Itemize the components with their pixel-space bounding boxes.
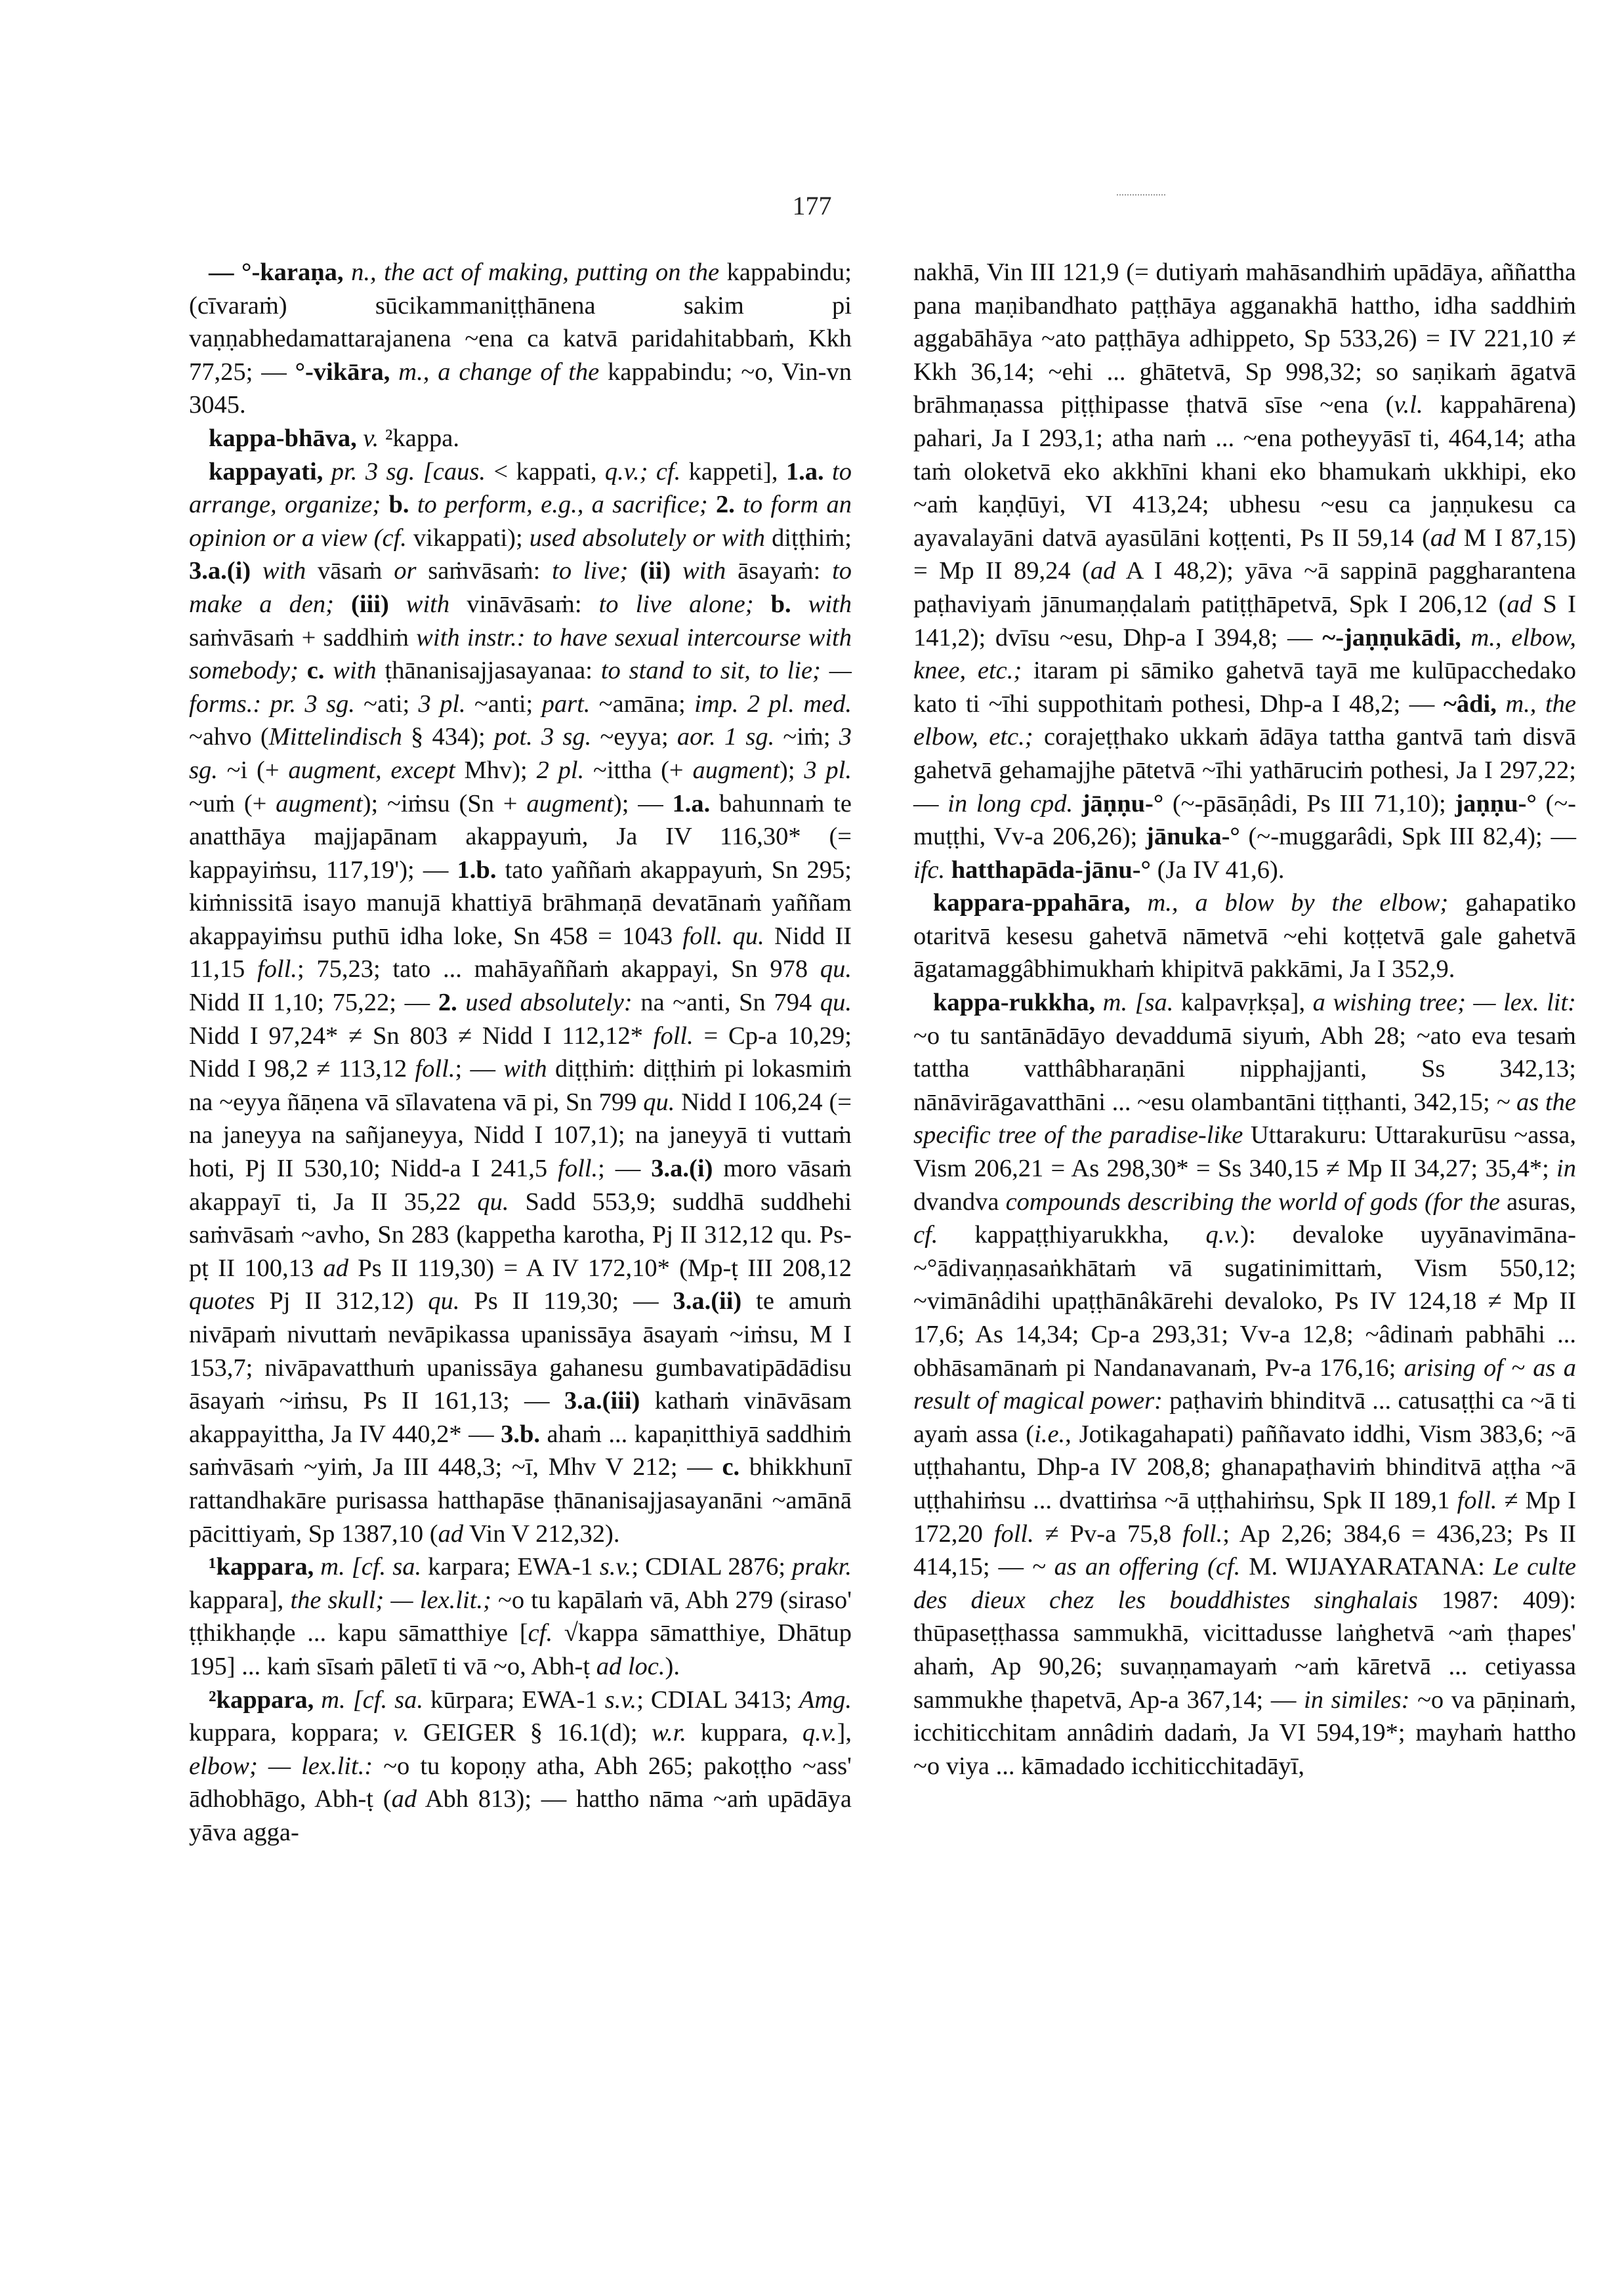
dictionary-entry-kappara2 xyxy=(189,1684,852,1850)
entry-text: ~ittha (+ xyxy=(593,756,693,784)
entry-text: to live; xyxy=(552,557,640,585)
entry-text: augment xyxy=(692,756,780,784)
entry-headword: c. xyxy=(306,657,325,685)
entry-text: with xyxy=(324,657,385,685)
entry-text: n., xyxy=(343,258,385,286)
entry-text: elbow; — lex.lit.: xyxy=(189,1752,384,1780)
entry-text: ~uṁ (+ xyxy=(189,789,276,817)
entry-text: s.v. xyxy=(604,1685,637,1714)
entry-text: (~-muṭṭhi, Vv-a 206,26); xyxy=(913,789,1576,851)
entry-headword: c. xyxy=(722,1453,740,1481)
entry-text: foll. xyxy=(653,1022,694,1050)
entry-text: qu. xyxy=(477,1188,509,1216)
entry-text: 3 sg. xyxy=(189,723,852,784)
entry-text: ifc. xyxy=(913,856,951,884)
entry-text: in similes: xyxy=(1304,1685,1418,1714)
entry-text: Nidd I 106,24 (= na janeyya na sañjaneyya, Nidd I 107,1); na janeyyā ti vuttaṁ hoti, Pj II 530,10; Nidd-a I 241,5 xyxy=(189,1088,852,1183)
entry-text: q.v. xyxy=(802,1719,837,1747)
entry-text: or xyxy=(394,557,428,585)
entry-text: ~ as an offering (cf. xyxy=(1031,1553,1249,1581)
entry-text: m., a change of the xyxy=(390,358,600,386)
entry-text: in xyxy=(1556,1155,1576,1183)
entry-text: q.v. xyxy=(1205,1221,1241,1249)
entry-headword: kappa-bhāva, xyxy=(209,424,357,452)
entry-text: ; Ap 2,26; 384,6 = 436,23; Ps II 414,15; — xyxy=(913,1520,1576,1581)
entry-text: kuppara, xyxy=(686,1719,802,1747)
entry-text: gahapatiko otaritvā kesesu gahetvā nāmetvā ~ehi koṭṭetvā gale gahetvā āgatamaggâbhimukhaṁ khipitvā pakkāmi, Ja I 352,9. xyxy=(913,889,1576,983)
entry-text: foll. xyxy=(1457,1486,1497,1514)
entry-text: Nidd I 97,24* ≠ Sn 803 ≠ Nidd I 112,12* xyxy=(189,1022,654,1050)
entry-text: bahunnaṁ te anatthāya majjapānam akappayuṁ, Ja IV 116,30* (= kappayiṁsu, 117,19'); — xyxy=(189,789,852,884)
entry-headword: 3.a.(ii) xyxy=(673,1287,742,1315)
entry-text: qu. xyxy=(643,1088,675,1116)
entry-headword: jāṇṇu-° xyxy=(1081,789,1164,817)
entry-text: ad xyxy=(391,1785,417,1813)
entry-headword: ²kappara, xyxy=(209,1685,314,1714)
entry-text: qu. xyxy=(820,955,852,983)
entry-text: ṭhānanisajjasayanaa: xyxy=(385,657,601,685)
entry-text: kappeti], xyxy=(680,457,786,486)
entry-text: to arrange, organize; xyxy=(189,457,852,519)
dictionary-entry-kappara1 xyxy=(189,1550,852,1683)
entry-text: (Ja IV 41,6). xyxy=(1150,856,1285,884)
entry-text: ~anti; xyxy=(474,690,542,718)
entry-text: ); xyxy=(780,756,804,784)
entry-text: prakr. xyxy=(792,1553,852,1581)
entry-text: ad xyxy=(1507,590,1532,618)
dictionary-entry-karana xyxy=(189,256,852,422)
entry-text: Abh 813); — hattho nāma ~aṁ upādāya yāva agga- xyxy=(189,1785,852,1846)
entry-text: (~-pāsāṇâdi, Ps III 71,10); xyxy=(1163,789,1455,817)
entry-headword: 3.a.(i) xyxy=(651,1155,713,1183)
entry-headword: hatthapāda-jānu-° xyxy=(951,856,1151,884)
entry-text: quotes xyxy=(189,1287,255,1315)
entry-text: v. xyxy=(393,1719,409,1747)
entry-text: with xyxy=(503,1055,556,1083)
entry-text: with xyxy=(388,590,467,618)
entry-text: saṁvāsaṁ: xyxy=(428,557,552,585)
entry-text: S I 141,2); dvīsu ~esu, Dhp-a I 394,8; — xyxy=(913,590,1576,651)
entry-text: ; 75,23; tato ... mahāyaññaṁ akappayi, Sn 978 xyxy=(297,955,820,983)
dictionary-entry-kappa-rukkha xyxy=(913,986,1576,1783)
entry-text: to live alone; xyxy=(598,590,771,618)
entry-text: i.e. xyxy=(1034,1420,1066,1448)
entry-text: diṭṭhiṁ; xyxy=(772,524,852,552)
entry-text: asuras, xyxy=(1507,1188,1576,1216)
entry-text: kathaṁ vināvāsam akappayittha, Ja IV 440,2* — xyxy=(189,1387,852,1448)
entry-text: ad xyxy=(1090,557,1116,585)
entry-text: Nidd II 11,15 xyxy=(189,922,852,983)
entry-text: na ~anti, Sn 794 xyxy=(640,989,820,1017)
entry-text: kuppara, koppara; xyxy=(189,1719,394,1747)
entry-text: to form an opinion or a view (cf. xyxy=(189,491,852,552)
entry-text: used absolutely: xyxy=(457,989,641,1017)
entry-text: § 434); xyxy=(402,723,494,751)
entry-text: foll. qu. xyxy=(682,922,764,950)
page-number: 177 xyxy=(792,191,832,220)
entry-text: ad xyxy=(438,1520,464,1548)
dictionary-entry-kappara2-cont xyxy=(913,256,1576,886)
entry-text: the skull; — lex.lit.; xyxy=(290,1586,499,1614)
entry-text: kalpavṛkṣa], xyxy=(1180,989,1313,1017)
entry-text: augment xyxy=(276,789,363,817)
entry-headword: — °-karaṇa, xyxy=(209,258,344,286)
entry-text: used absolutely or with xyxy=(529,524,772,552)
entry-text: ~i (+ xyxy=(226,756,289,784)
entry-text: M. WIJAYARATANA: xyxy=(1249,1553,1493,1581)
entry-text: ~o tu santānādāyo devaddumā siyuṁ, Abh 28; ~ato eva tesaṁ tattha vatthâbharaṇāni nipphajjanti, Ss 342,13; nānāvirāgavatthāni ... ~esu olambantāni tiṭṭhanti, 342,15; xyxy=(913,1022,1576,1116)
entry-headword: ¹kappara, xyxy=(209,1553,314,1581)
entry-text: to make a den; xyxy=(189,557,852,618)
entry-text: ad xyxy=(1430,524,1456,552)
entry-text: vāsaṁ xyxy=(318,557,394,585)
entry-text: foll. xyxy=(257,955,297,983)
entry-text: m., a blow by the elbow; xyxy=(1130,889,1466,917)
entry-text: with xyxy=(791,590,852,618)
entry-text: paṭhaviṁ bhinditvā ... catusaṭṭhi ca ~ā ti ayaṁ assa ( xyxy=(913,1387,1576,1448)
entry-headword: ~âdi, xyxy=(1443,690,1497,718)
entry-text: Mittelindisch xyxy=(268,723,402,751)
entry-text: ; — xyxy=(455,1055,504,1083)
entry-text: ≠ Mp I 172,20 xyxy=(913,1486,1576,1548)
entry-text: compounds describing the world of gods (for the xyxy=(1005,1188,1507,1216)
entry-text: w.r. xyxy=(652,1719,686,1747)
entry-text: tato yaññaṁ akappayuṁ, Sn 295; kiṁnissitā isayo manujā khattiyā brāhmaṇā devatānaṁ yaññam akappayiṁsu puthū idha loke, Sn 458 = 1043 xyxy=(189,856,852,950)
entry-text: corajeṭṭhako ukkaṁ ādāya tattha gantvā taṁ disvā gahetvā gehamajjhe pātetvā ~īhi yathāruciṁ pothesi, Ja I 297,22; — xyxy=(913,723,1576,817)
entry-text: kappabindu; ~o, Vin-vn 3045. xyxy=(189,358,852,419)
entry-text: foll. xyxy=(415,1055,455,1083)
entry-text: ≠ Pv-a 75,8 xyxy=(1033,1520,1183,1548)
entry-text: q.v.; cf. xyxy=(604,457,681,486)
entry-text: ; CDIAL 2876; xyxy=(631,1553,793,1581)
entry-text: 2 pl. xyxy=(536,756,594,784)
entry-text: augment, except xyxy=(288,756,455,784)
entry-headword: (iii) xyxy=(351,590,389,618)
entry-text: ~o tu kopoṇy atha, Abh 265; pakoṭṭho ~ass' ādhobhāgo, Abh-ṭ ( xyxy=(189,1752,852,1813)
entry-text: Amg. xyxy=(799,1685,852,1714)
entry-headword: 1.a. xyxy=(785,457,824,486)
entry-headword: ~-jaṇṇukādi, xyxy=(1322,623,1461,651)
entry-headword: 1.b. xyxy=(457,856,497,884)
left-column xyxy=(189,256,852,1850)
entry-headword: 2. xyxy=(715,491,735,519)
entry-text: ], xyxy=(837,1719,852,1747)
entry-text: vikappati); xyxy=(413,524,530,552)
entry-headword: kappayati, xyxy=(209,457,323,486)
entry-text: 3 pl. xyxy=(804,756,852,784)
entry-text: ~amāna; xyxy=(598,690,695,718)
entry-headword: b. xyxy=(388,491,409,519)
entry-headword: 2. xyxy=(438,989,457,1017)
entry-text: pr. 3 sg. [caus. xyxy=(323,457,494,486)
entry-text: dvandva xyxy=(913,1188,1006,1216)
entry-text: bhikkhunī rattandhakāre purisassa hatthapāse ṭhānanisajjasayanāni ~amānā pācittiyaṁ, Sp 1387,10 ( xyxy=(189,1453,852,1548)
entry-text: s.v. xyxy=(599,1553,632,1581)
dictionary-entry-kappayati xyxy=(189,455,852,1551)
entry-text: part. xyxy=(541,690,599,718)
entry-text: a wishing tree; — lex. lit: xyxy=(1312,989,1576,1017)
entry-text: ; — xyxy=(598,1155,652,1183)
entry-text: arising of ~ as a result of magical power: xyxy=(913,1354,1576,1415)
entry-text: cf. xyxy=(528,1619,553,1647)
entry-text: m., the elbow, etc.; xyxy=(913,690,1576,751)
entry-text: ~ as the specific tree of the paradise-like xyxy=(913,1088,1576,1149)
entry-text: pot. 3 sg. xyxy=(493,723,600,751)
entry-text: with instr.: to have sexual intercourse with somebody; xyxy=(189,623,852,685)
entry-text: , Jotikagahapati) paññavato iddhi, Vism 383,6; ~ā uṭṭhahantu, Dhp-a IV 208,8; ghanapaṭhaviṁ bhinditvā aṭṭha ~ā uṭṭhahiṁsu ... dvattiṁsa ~ā uṭṭhahiṁsu, Spk II 189,1 xyxy=(913,1420,1576,1514)
entry-text: moro vāsaṁ akappayī ti, Ja II 35,22 xyxy=(189,1155,852,1216)
entry-text: kappahārena) pahari, Ja I 293,1; atha naṁ ... ~ena potheyyāsī ti, 464,14; atha taṁ oloketvā eko akkhīni khani eko bhamukaṁ ukkhipi, eko ~aṁ kaṇḍūyi, VI 413,24; ubhesu ~esu ca jaṇṇukesu ca ayavalayāni datvā ayasūlāni koṭṭenti, Ps II 59,14 ( xyxy=(913,391,1576,552)
entry-headword: kappa-rukkha, xyxy=(933,989,1096,1017)
dictionary-entry-kappa-bhava xyxy=(189,422,852,455)
entry-text: m. [cf. sa. xyxy=(314,1553,428,1581)
entry-text: A I 48,2); yāva ~ā sappinā paggharantena paṭhaviyaṁ jānumaṇḍalaṁ patiṭṭhāpetvā, Spk I 206,12 ( xyxy=(913,557,1576,618)
entry-text: kappabindu; (cīvaraṁ) sūcikammaniṭṭhānena sakim pi vaṇṇabhedamattarajanena ~ena ca katvā paridahitabbaṁ, Kkh 77,25; — xyxy=(189,258,852,386)
entry-headword: kappara-ppahāra, xyxy=(933,889,1131,917)
entry-text: vināvāsaṁ: xyxy=(467,590,599,618)
entry-text: ~o va pāṇinaṁ, icchiticchitam annâdiṁ dadaṁ, Ja VI 594,19*; mayhaṁ hattho ~o viya ... kāmadado icchiticchitadāyī, xyxy=(913,1685,1576,1780)
entry-text: 1987: 409): thūpaseṭṭhassa sammukhā, vicittadusse laṅghetvā ~aṁ ṭhapes' ahaṁ, Ap 90,26; suvaṇṇamayaṁ ~aṁ kāretvā ... cetiyassa sammukhe ṭhapetvā, Ap-a 367,14; — xyxy=(913,1586,1577,1714)
entry-headword: b. xyxy=(770,590,791,618)
entry-text: m. [sa. xyxy=(1095,989,1181,1017)
entry-text: karpara; EWA-1 xyxy=(428,1553,600,1581)
scan-mark xyxy=(1117,194,1165,196)
entry-text: kappaṭṭhiyarukkha, xyxy=(974,1221,1206,1249)
entry-text: with xyxy=(251,557,318,585)
entry-text: Sadd 553,9; suddhā suddhehi saṁvāsaṁ ~avho, Sn 283 (kappetha karotha, Pj II 312,12 qu. Ps-pṭ II 100,13 xyxy=(189,1188,852,1282)
entry-text: ²kappa. xyxy=(385,424,459,452)
entry-headword: 3.a.(iii) xyxy=(564,1387,640,1415)
entry-text: m., elbow, knee, etc.; xyxy=(913,623,1577,685)
entry-text: ~eyya; xyxy=(600,723,677,751)
entry-text: Mhv); xyxy=(455,756,537,784)
entry-text: kūrpara; EWA-1 xyxy=(430,1685,605,1714)
entry-text: foll. xyxy=(1182,1520,1223,1548)
entry-text: Le culte des dieux chez les bouddhistes singhalais xyxy=(913,1553,1576,1614)
entry-text: augment xyxy=(526,789,614,817)
entry-text: foll. xyxy=(993,1520,1034,1548)
entry-text: itaram pi sāmiko gahetvā tayā me kulūpacchedako kato ti ~īhi suppothitaṁ pothesi, Dhp-a I 48,2; — xyxy=(913,657,1576,718)
entry-text: ad loc. xyxy=(596,1652,665,1680)
entry-text: ); — xyxy=(613,789,673,817)
entry-text: Uttarakuru: Uttarakurūsu ~assa, Vism 206,21 = As 298,30* = Ss 340,15 ≠ Mp II 34,27; 35,4*; xyxy=(913,1121,1576,1183)
dictionary-entry-kappara-ppahara xyxy=(913,886,1576,986)
entry-text: qu. xyxy=(428,1287,460,1315)
entry-text: ~iṁ; xyxy=(783,723,839,751)
entry-text: Nidd II 1,10; 75,22; — xyxy=(189,989,438,1017)
entry-text: m. [cf. sa. xyxy=(314,1685,430,1714)
entry-text: ahaṁ ... kapaṇitthiyā saddhiṁ saṁvāsaṁ ~yiṁ, Ja III 448,3; ~ī, Mhv V 212; — xyxy=(189,1420,852,1481)
entry-text: cf. xyxy=(913,1221,975,1249)
entry-text: ). xyxy=(665,1652,680,1680)
entry-text: √kappa sāmatthiye, Dhātup 195] ... kaṁ sīsaṁ pāletī ti vā ~o, Abh-ṭ xyxy=(189,1619,852,1680)
entry-text: āsayaṁ: xyxy=(738,557,833,585)
entry-text: in long cpd. xyxy=(947,789,1082,817)
entry-headword: 1.a. xyxy=(672,789,711,817)
entry-text: = Cp-a 10,29; Nidd I 98,2 ≠ 113,12 xyxy=(189,1022,852,1083)
entry-text: GEIGER § 16.1(d); xyxy=(409,1719,652,1747)
entry-text: ad xyxy=(323,1254,348,1282)
entry-text: nakhā, Vin III 121,9 (= dutiyaṁ mahāsandhiṁ upādāya, aññattha pana maṇibandhato paṭṭhāya agganakhā hattho, idha saddhiṁ aggabāhāya ~ato paṭṭhāya adhippeto, Sp 533,26) = IV 221,10 ≠ Kkh 36,14; ~ehi ... ghātetvā, Sp 998,32; so saṇikaṁ āgatvā brāhmaṇassa piṭṭhipasse ṭhatvā sīse ~ena ( xyxy=(913,258,1576,419)
entry-headword: 3.a.(i) xyxy=(189,557,251,585)
entry-headword: 3.b. xyxy=(501,1420,541,1448)
entry-text: to perform, e.g., a sacrifice; xyxy=(409,491,716,519)
entry-text: ~ahvo ( xyxy=(189,723,269,751)
entry-text: aor. 1 sg. xyxy=(677,723,783,751)
entry-text: qu. xyxy=(820,989,852,1017)
entry-text: 3 pl. xyxy=(418,690,474,718)
entry-text: diṭṭhiṁ: diṭṭhiṁ pi lokasmiṁ na ~eyya ñāṇena vā sīlavatena vā pi, Sn 799 xyxy=(189,1055,852,1116)
entry-headword: jaṇṇu-° xyxy=(1455,789,1537,817)
entry-text: ~o tu kapālaṁ vā, Abh 279 (siraso' ṭṭhikhaṇḍe ... kapu sāmatthiye [ xyxy=(189,1586,852,1647)
entry-text: the act of making, putting on the xyxy=(384,258,720,286)
entry-text: to stand to sit, to lie; — forms.: pr. 3 sg. xyxy=(189,657,852,718)
entry-text: ): devaloke uyyānavimāna-~°ādivaṇṇasaṅkhātaṁ vā sugatinimittaṁ, Vism 550,12; ~vimānâdihi upaṭṭhānâkārehi devaloko, Ps IV 124,18 ≠ Mp II 17,6; As 14,34; Cp-a 293,31; Vv-a 12,8; ~âdinaṁ pabhāhi ... obhāsamānaṁ pi Nandanavanaṁ, Pv-a 176,16; xyxy=(913,1221,1576,1382)
entry-text: foll. xyxy=(558,1155,598,1183)
entry-text: Vin V 212,32). xyxy=(463,1520,620,1548)
entry-text: v. xyxy=(356,424,385,452)
entry-text: M I 87,15) = Mp II 89,24 ( xyxy=(913,524,1577,585)
entry-text: saṁvāsaṁ + saddhiṁ xyxy=(189,623,417,651)
entry-text: v.l. xyxy=(1394,391,1423,419)
entry-text: with xyxy=(671,557,738,585)
entry-headword: jānuka-° xyxy=(1146,823,1240,851)
entry-headword: °-vikāra, xyxy=(295,358,390,386)
right-column xyxy=(913,256,1576,1783)
entry-text: kappara], xyxy=(189,1586,291,1614)
entry-text: ; CDIAL 3413; xyxy=(636,1685,799,1714)
entry-text: ); ~iṁsu (Sn + xyxy=(362,789,527,817)
entry-text: (~-muggarâdi, Spk III 82,4); — xyxy=(1239,823,1576,851)
entry-headword: (ii) xyxy=(640,557,671,585)
entry-text: < kappati, xyxy=(493,457,605,486)
entry-text: imp. 2 pl. med. xyxy=(694,690,852,718)
entry-text: Ps II 119,30) = A IV 172,10* (Mp-ṭ III 208,12 xyxy=(348,1254,852,1282)
entry-text: Pj II 312,12) xyxy=(255,1287,428,1315)
entry-text: Ps II 119,30; — xyxy=(459,1287,673,1315)
entry-text: te amuṁ nivāpaṁ nivuttaṁ nevāpikassa upanissāya āsayaṁ ~iṁsu, M I 153,7; nivāpavatthuṁ upanissāya gahanesu gumbavatipādādisu āsayaṁ ~iṁsu, Ps II 161,13; — xyxy=(189,1287,852,1415)
entry-text: ~ati; xyxy=(364,690,419,718)
